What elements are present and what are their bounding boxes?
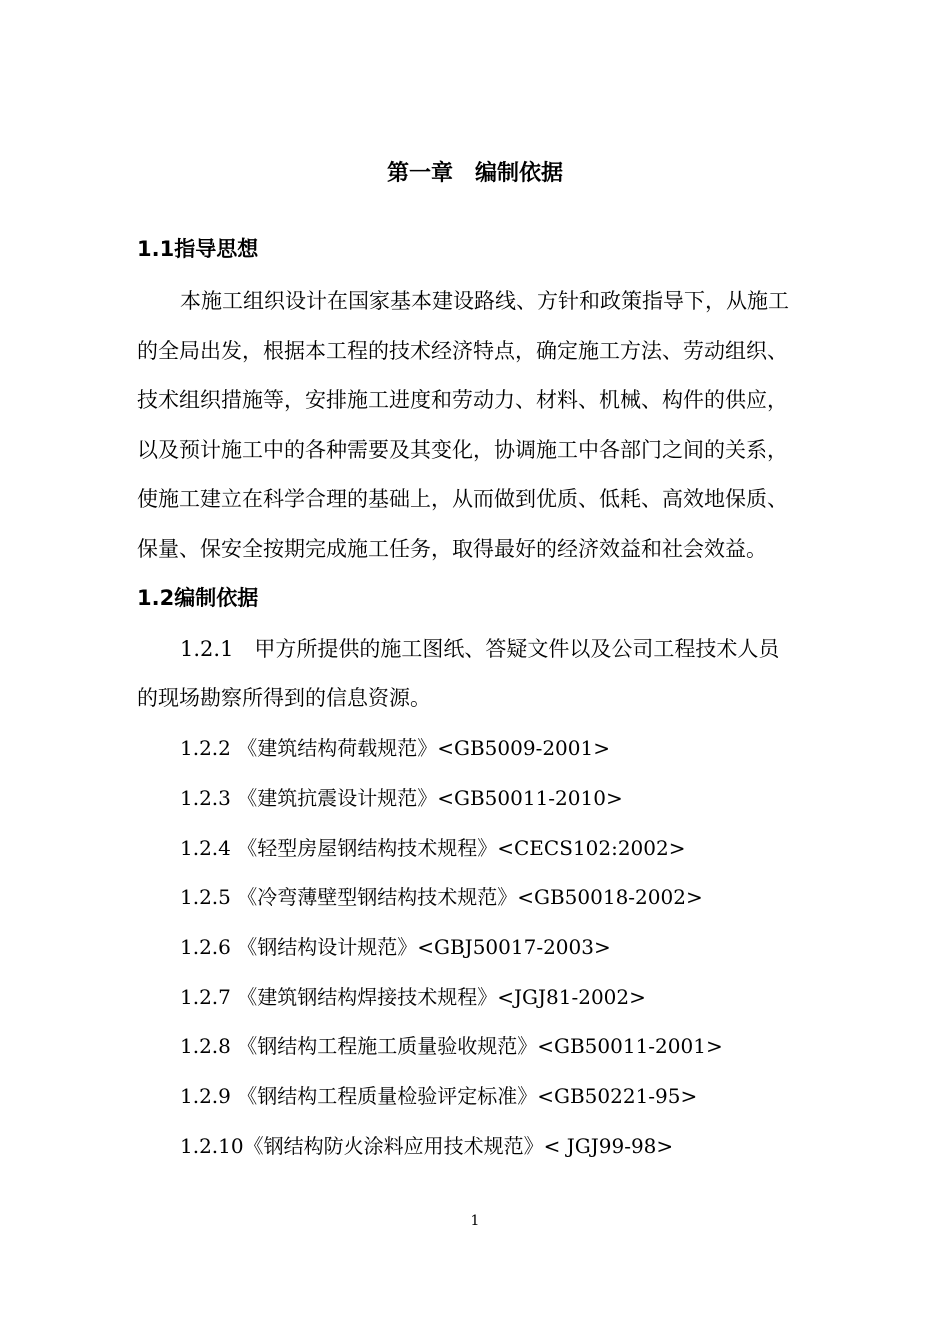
paragraph-line: 技术组织措施等，安排施工进度和劳动力、材料、机械、构件的供应，	[137, 388, 788, 412]
paragraph-line: 的全局出发，根据本工程的技术经济特点，确定施工方法、劳动组织、	[137, 339, 788, 363]
reference-item: 1.2.9 《钢结构工程质量检验评定标准》<GB50221-95>	[180, 1084, 698, 1108]
reference-item: 1.2.7 《建筑钢结构焊接技术规程》<JGJ81-2002>	[180, 985, 646, 1009]
reference-item: 1.2.10《钢结构防火涂料应用技术规范》< JGJ99-98>	[180, 1134, 674, 1158]
paragraph-line: 的现场勘察所得到的信息资源。	[137, 686, 431, 710]
paragraph-line: 1.2.1 甲方所提供的施工图纸、答疑文件以及公司工程技术人员	[180, 637, 780, 661]
paragraph-line: 本施工组织设计在国家基本建设路线、方针和政策指导下，从施工	[180, 289, 789, 313]
paragraph-line: 以及预计施工中的各种需要及其变化，协调施工中各部门之间的关系，	[137, 438, 788, 462]
reference-item: 1.2.8 《钢结构工程施工质量验收规范》<GB50011-2001>	[180, 1034, 723, 1058]
page-number: 1	[470, 1213, 480, 1229]
reference-item: 1.2.3 《建筑抗震设计规范》<GB50011-2010>	[180, 786, 623, 810]
paragraph-line: 使施工建立在科学合理的基础上，从而做到优质、低耗、高效地保质、	[137, 487, 788, 511]
section-heading-1-1: 1.1指导思想	[137, 237, 259, 261]
paragraph-line: 保量、保安全按期完成施工任务，取得最好的经济效益和社会效益。	[137, 537, 767, 561]
reference-item: 1.2.4 《轻型房屋钢结构技术规程》<CECS102:2002>	[180, 836, 686, 860]
reference-item: 1.2.6 《钢结构设计规范》<GBJ50017-2003>	[180, 935, 611, 959]
reference-item: 1.2.2 《建筑结构荷载规范》<GB5009-2001>	[180, 736, 610, 760]
chapter-title: 第一章 编制依据	[386, 161, 563, 186]
section-heading-1-2: 1.2编制依据	[137, 586, 259, 610]
reference-item: 1.2.5 《冷弯薄壁型钢结构技术规范》<GB50018-2002>	[180, 885, 703, 909]
